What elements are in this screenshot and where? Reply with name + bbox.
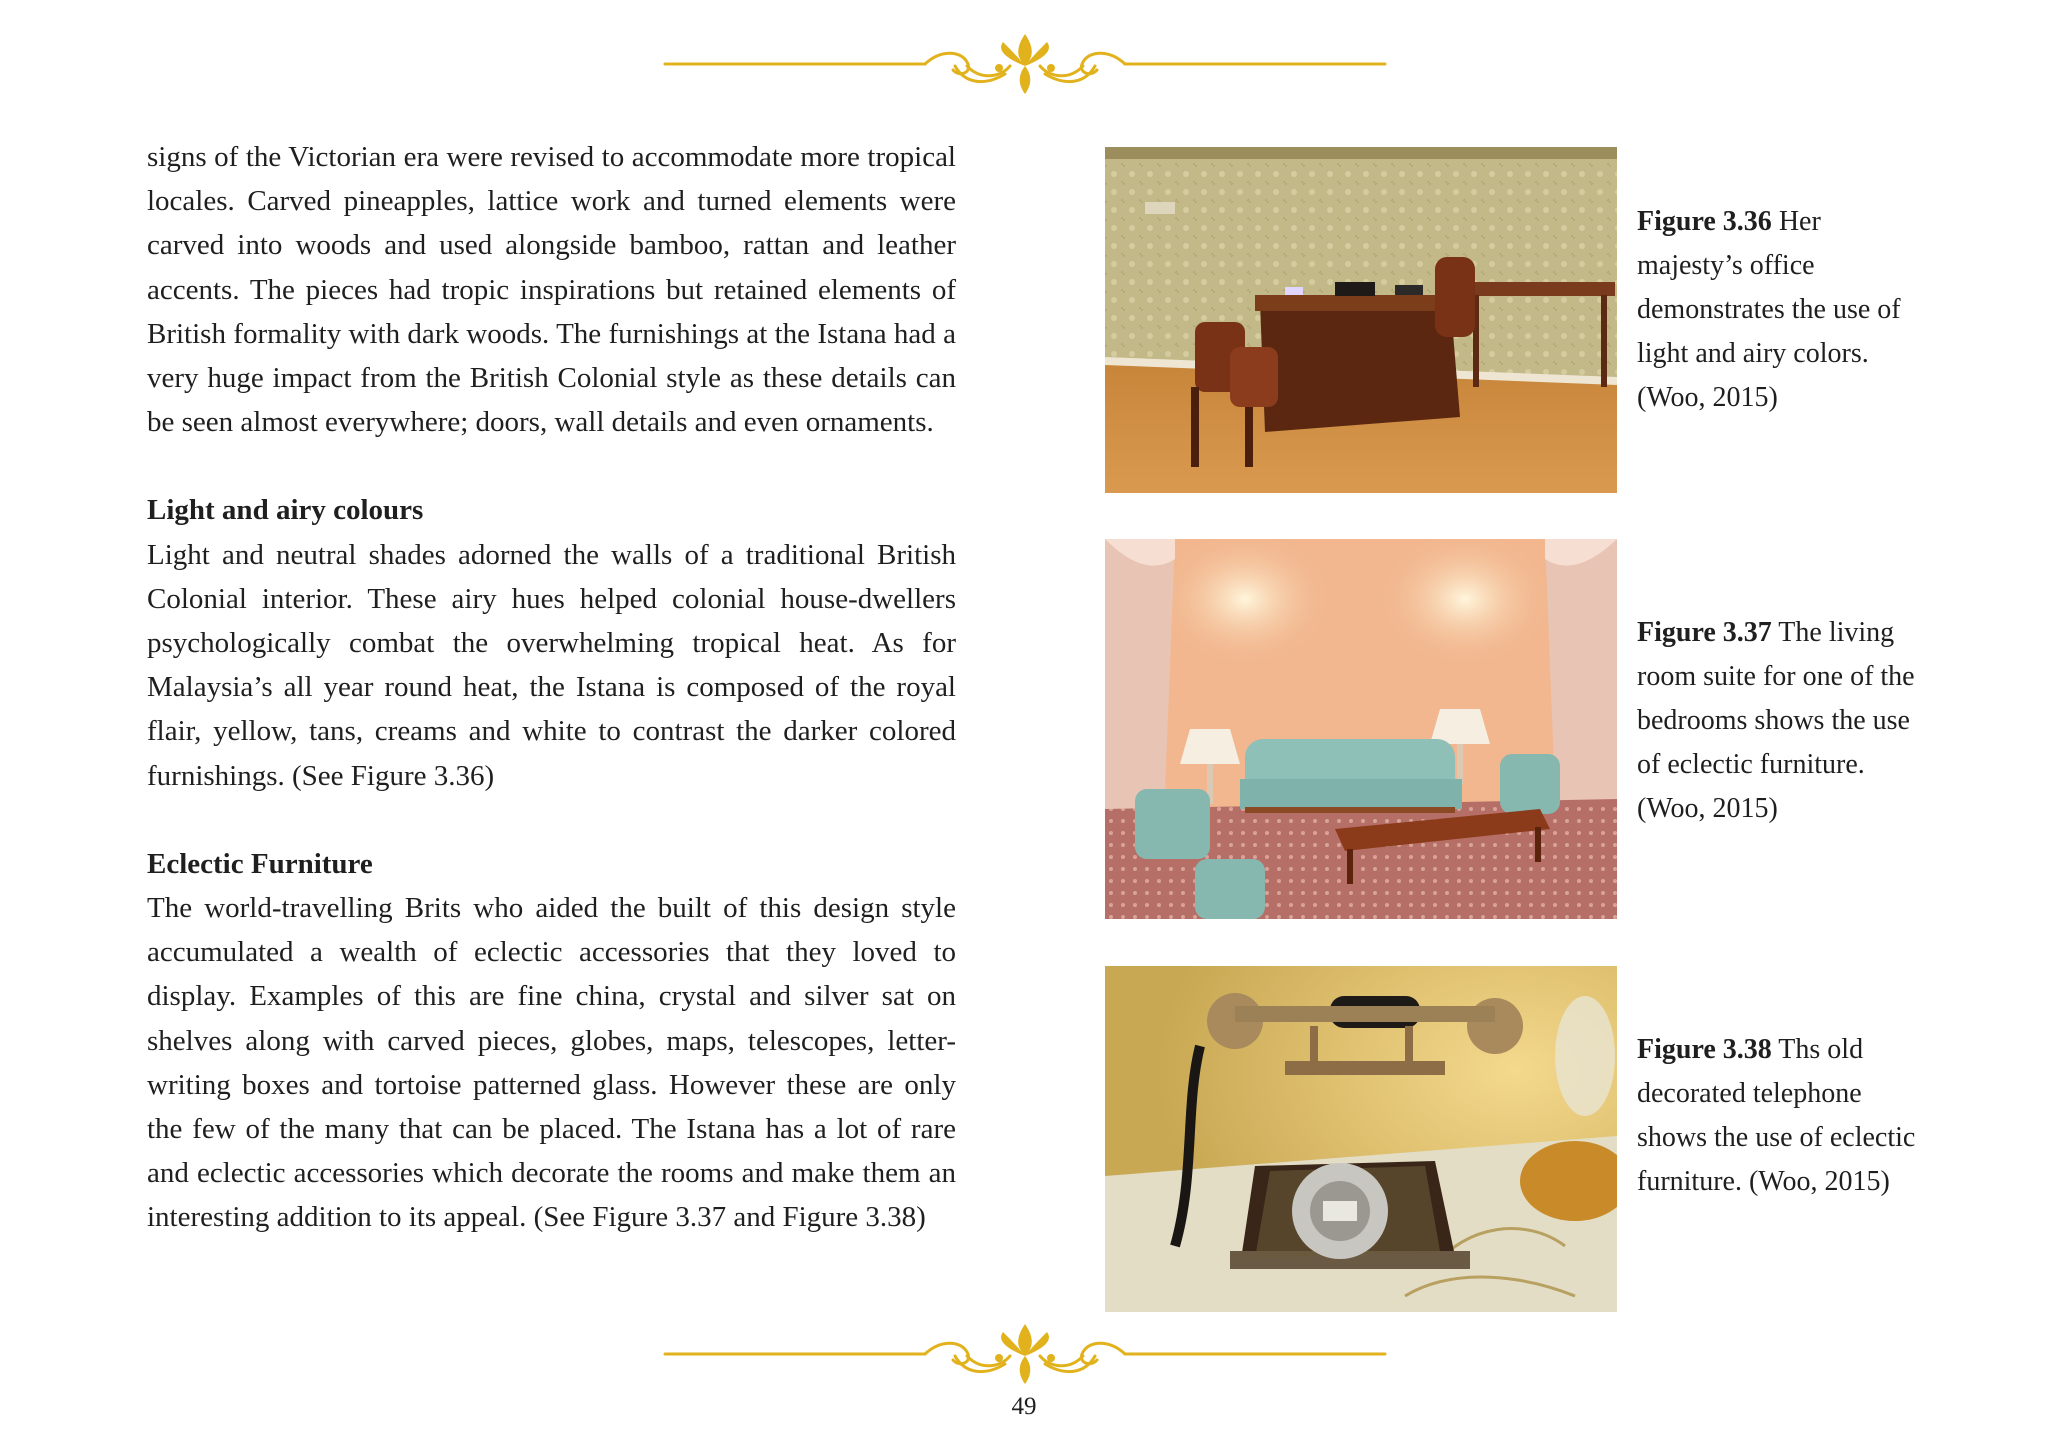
figure-caption-text: The living room suite for one of the bedrooms shows the use of eclectic furniture. (Woo, 2015) xyxy=(1637,617,1915,824)
figure-3-37-caption xyxy=(1637,611,1922,831)
figure-caption-text: Ths old decorated telephone shows the use of eclectic furniture. (Woo, 2015) xyxy=(1637,1034,1916,1197)
scroll-divider-icon xyxy=(655,28,1395,100)
section-heading: Light and airy colours xyxy=(147,494,424,527)
bottom-ornament-divider xyxy=(655,1318,1395,1390)
scroll-divider-icon xyxy=(655,1318,1395,1390)
top-ornament-divider xyxy=(655,28,1395,100)
body-text-column xyxy=(147,135,956,1240)
figure-number: Figure 3.38 xyxy=(1637,1034,1772,1065)
figure-3-38-photo xyxy=(1105,966,1617,1312)
section-heading: Eclectic Furniture xyxy=(147,847,373,880)
figure-caption-text: Her majesty’s office demonstrates the use of light and airy colors. (Woo, 2015) xyxy=(1637,206,1901,413)
figure-3-38-caption xyxy=(1637,1028,1922,1204)
body-paragraph: signs of the Victorian era were revised to accommodate more tropical locales. Carved pineapples, lattice work and turned elements were carved into woods and used alongside bamboo, rattan and leather accents. The pieces had tropic inspirations but retained elements of British formality with dark woods. The furnishings at the Istana had a very huge impact from the British Colonial style as these details can be seen almost everywhere; doors, wall details and even ornaments. xyxy=(147,141,956,439)
page-number: 49 xyxy=(1011,1393,1037,1420)
figure-3-36-caption xyxy=(1637,200,1922,420)
body-paragraph: The world-travelling Brits who aided the built of this design style accumulated a wealth of eclectic accessories that they loved to display. Examples of this are fine china, crystal and silver sat on shelves along with carved pieces, globes, maps, telescopes, letter-writing boxes and tortoise patterned glass. However these are only the few of the many that can be placed. The Istana has a lot of rare and eclectic accessories which decorate the rooms and make them an interesting addition to its appeal. (See Figure 3.37 and Figure 3.38) xyxy=(147,892,956,1234)
figure-number: Figure 3.36 xyxy=(1637,206,1772,237)
figure-3-37-photo xyxy=(1105,539,1617,919)
figure-3-36-photo xyxy=(1105,147,1617,493)
figure-number: Figure 3.37 xyxy=(1637,617,1772,648)
body-paragraph: Light and neutral shades adorned the walls of a traditional British Colonial interior. These airy hues helped colonial house-dwellers psychologically combat the overwhelming tropical heat. As for Malaysia’s all year round heat, the Istana is composed of the royal flair, yellow, tans, creams and white to contrast the darker colored furnishings. (See Figure 3.36) xyxy=(147,538,956,792)
